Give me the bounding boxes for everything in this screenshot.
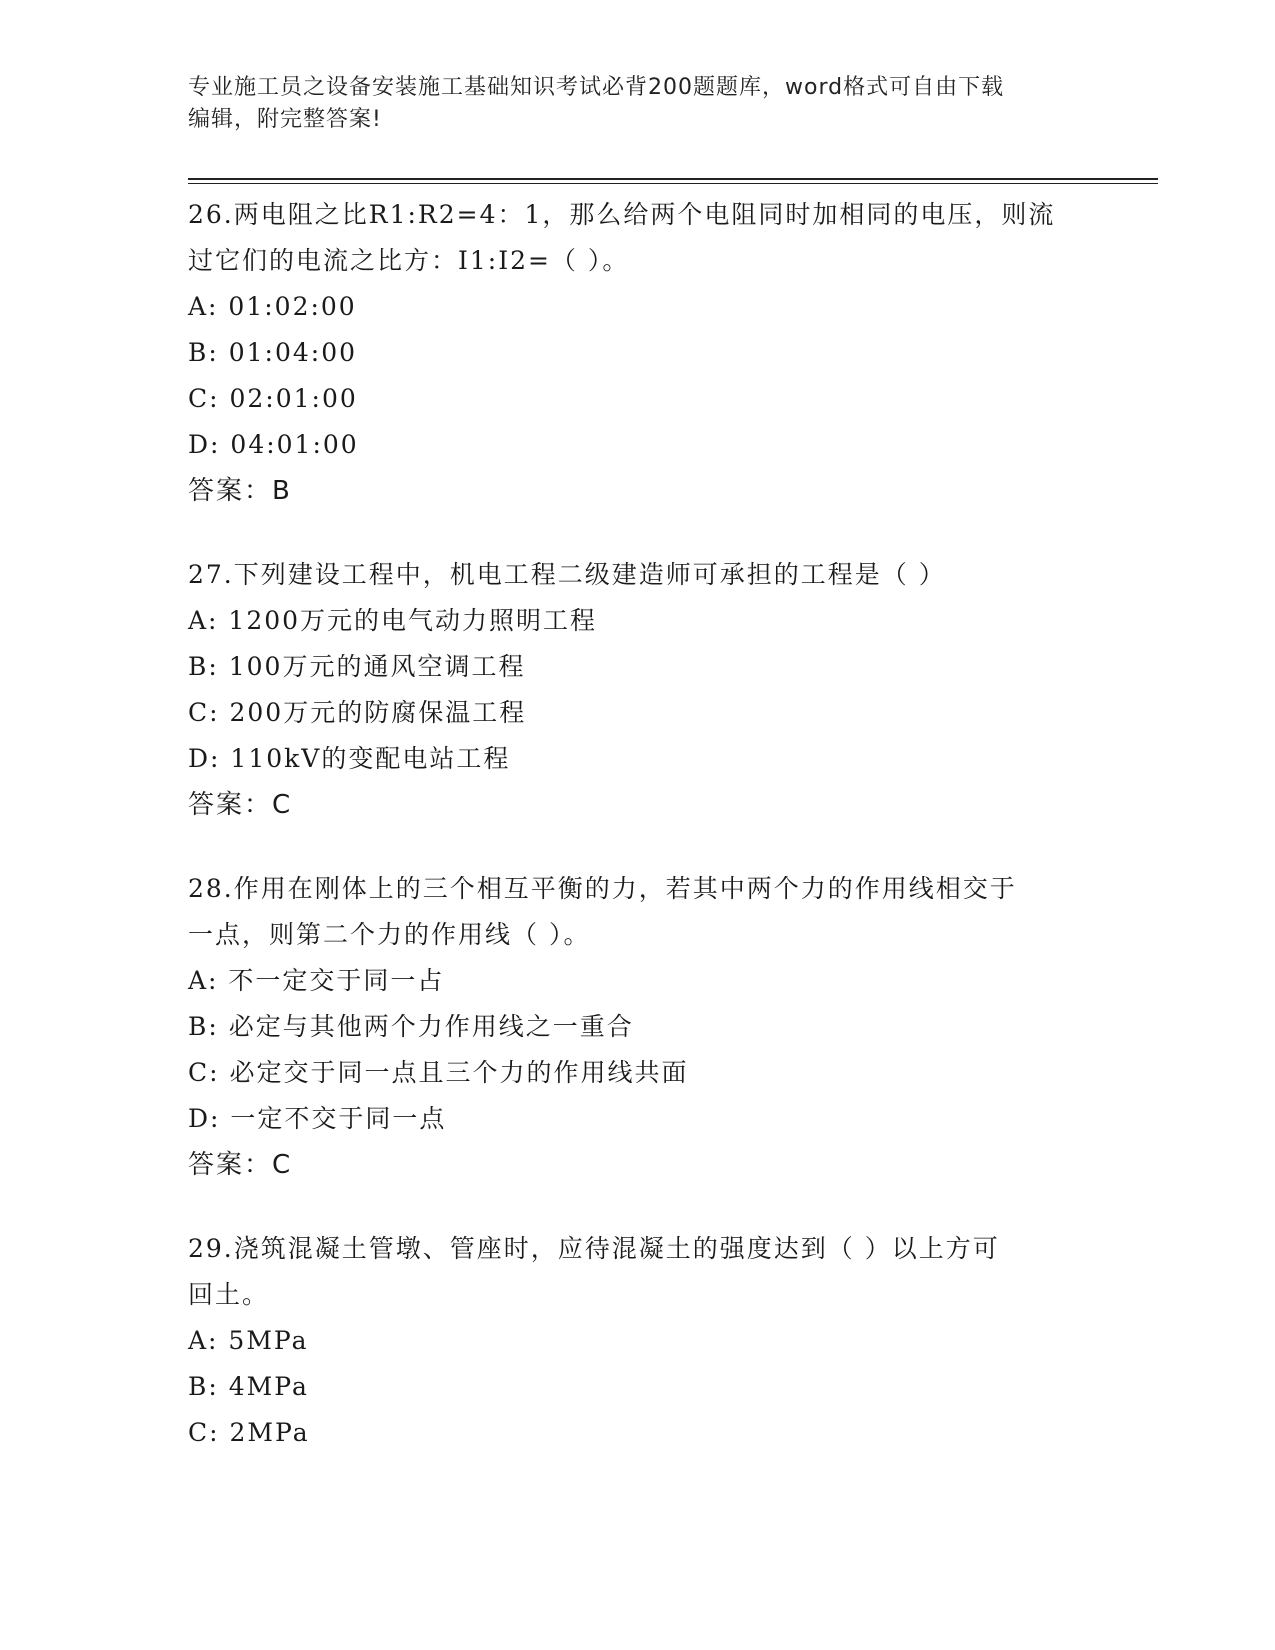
option-c: C: 02:01:00 [188, 384, 358, 413]
answer-line: 答案：C [188, 790, 293, 820]
option-a: A: 不一定交于同一占 [188, 966, 445, 995]
question-stem: 29.浇筑混凝土管墩、管座时，应待混凝土的强度达到（ ）以上方可 [188, 1234, 1000, 1263]
option-a: A: 1200万元的电气动力照明工程 [188, 606, 598, 635]
option-d: D: 04:01:00 [188, 430, 359, 459]
option-c: C: 2MPa [188, 1418, 310, 1447]
option-b: B: 01:04:00 [188, 338, 358, 367]
question-stem-continued: 一点，则第二个力的作用线（ ）。 [188, 920, 591, 949]
option-c: C: 必定交于同一点且三个力的作用线共面 [188, 1058, 689, 1087]
header-divider-thick [188, 178, 1158, 180]
question-28 [188, 866, 1088, 1188]
answer-line: 答案：C [188, 1150, 293, 1180]
option-a: A: 5MPa [188, 1326, 309, 1355]
option-b: B: 4MPa [188, 1372, 309, 1401]
option-c: C: 200万元的防腐保温工程 [188, 698, 527, 727]
option-a: A: 01:02:00 [188, 292, 357, 321]
option-b: B: 必定与其他两个力作用线之一重合 [188, 1012, 634, 1041]
question-stem-continued: 过它们的电流之比方：I1:I2=（ ）。 [188, 246, 630, 275]
option-d: D: 一定不交于同一点 [188, 1104, 447, 1133]
question-27 [188, 552, 1088, 828]
question-stem: 28.作用在刚体上的三个相互平衡的力，若其中两个力的作用线相交于 [188, 874, 1017, 903]
option-b: B: 100万元的通风空调工程 [188, 652, 526, 681]
question-stem-continued: 回土。 [188, 1280, 270, 1309]
header-title-line-2: 编辑，附完整答案! [188, 107, 382, 132]
question-26 [188, 192, 1088, 514]
question-stem: 26.两电阻之比R1:R2=4：1，那么给两个电阻同时加相同的电压，则流 [188, 200, 1056, 229]
question-29 [188, 1226, 1088, 1456]
header-divider-thin [188, 183, 1158, 184]
question-stem: 27.下列建设工程中，机电工程二级建造师可承担的工程是（ ） [188, 560, 946, 589]
answer-line: 答案：B [188, 476, 292, 506]
question-list [188, 192, 1088, 1494]
document-header [188, 72, 1088, 136]
header-title-line-1: 专业施工员之设备安装施工基础知识考试必背200题题库，word格式可自由下载 [188, 75, 1005, 100]
option-d: D: 110kV的变配电站工程 [188, 744, 511, 773]
